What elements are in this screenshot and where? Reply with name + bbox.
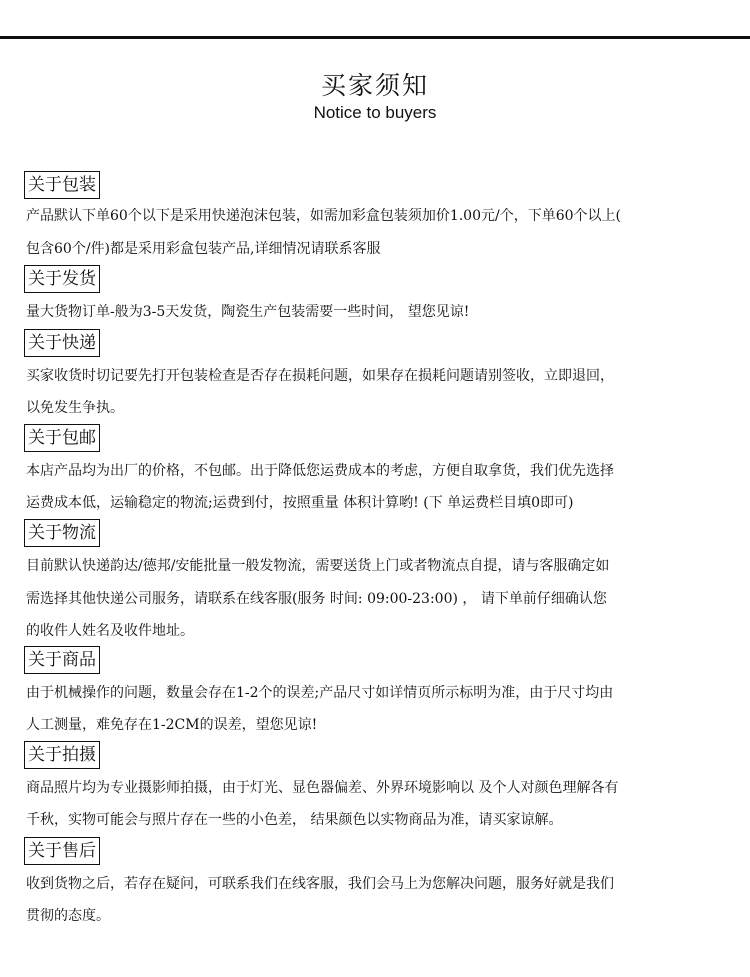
- top-divider: [0, 36, 750, 39]
- section-text-line: 商品照片均为专业摄影师拍摄，由于灯光、显色器偏差、外界环境影响以 及个人对颜色理解各有: [26, 780, 619, 796]
- section-free-shipping: [24, 424, 714, 516]
- section-heading: 关于售后: [24, 837, 100, 865]
- section-heading: 关于商品: [24, 646, 100, 674]
- section-text-line: 买家收货时切记要先打开包装检查是否存在损耗问题，如果存在损耗问题请别签收，立即退回，: [26, 368, 614, 384]
- page-subtitle: Notice to buyers: [313, 103, 437, 122]
- section-text-line: 千秋，实物可能会与照片存在一些的小色差， 结果颜色以实物商品为准，请买家谅解。: [26, 812, 563, 828]
- section-text-line: 由于机械操作的问题，数量会存在1-2个的误差;产品尺寸如详情页所示标明为准，由于尺寸均由: [26, 685, 614, 701]
- section-photography: [24, 741, 714, 833]
- section-text-line: 的收件人姓名及收件地址。: [26, 623, 194, 639]
- section-packaging: [24, 171, 714, 263]
- section-text-line: 本店产品均为出厂的价格，不包邮。出于降低您运费成本的考虑，方便自取拿货，我们优先选择: [26, 463, 614, 479]
- section-text-line: 以免发生争执。: [26, 400, 124, 416]
- section-heading: 关于发货: [24, 265, 100, 293]
- section-heading: 关于包装: [24, 171, 100, 199]
- section-shipping: [24, 265, 714, 325]
- section-express: [24, 329, 714, 421]
- section-heading: 关于快递: [24, 329, 100, 357]
- section-text-line: 包含60个/件)都是采用彩盒包装产品,详细情况请联系客服: [26, 241, 381, 257]
- section-heading: 关于物流: [24, 519, 100, 547]
- page-title: 买家须知: [320, 71, 429, 100]
- section-text-line: 运费成本低，运输稳定的物流;运费到付，按照重量 体积计算哟! (下 单运费栏目填0即可): [26, 495, 574, 511]
- section-text-line: 产品默认下单60个以下是采用快递泡沫包装，如需加彩盒包装须加价1.00元/个，下单60个以上(: [26, 208, 621, 224]
- section-text-line: 量大货物订单-般为3-5天发货，陶瓷生产包装需要一些时间， 望您见谅!: [26, 304, 470, 320]
- section-text-line: 贯彻的态度。: [26, 908, 110, 924]
- section-text-line: 目前默认快递韵达/德邦/安能批量一般发物流，需要送货上门或者物流点自提，请与客服确定如: [26, 558, 610, 574]
- section-text-line: 需选择其他快递公司服务，请联系在线客服(服务 时间: 09:00-23:00) ， 请下单前仔细确认您: [26, 591, 607, 607]
- section-text-line: 人工测量，难免存在1-2CM的误差，望您见谅!: [26, 717, 318, 733]
- section-text-line: 收到货物之后，若存在疑问，可联系我们在线客服，我们会马上为您解决问题，服务好就是我们: [26, 876, 614, 892]
- section-heading: 关于拍摄: [24, 741, 100, 769]
- section-products: [24, 646, 714, 738]
- section-after-sales: [24, 837, 714, 929]
- section-logistics: [24, 519, 714, 641]
- section-heading: 关于包邮: [24, 424, 100, 452]
